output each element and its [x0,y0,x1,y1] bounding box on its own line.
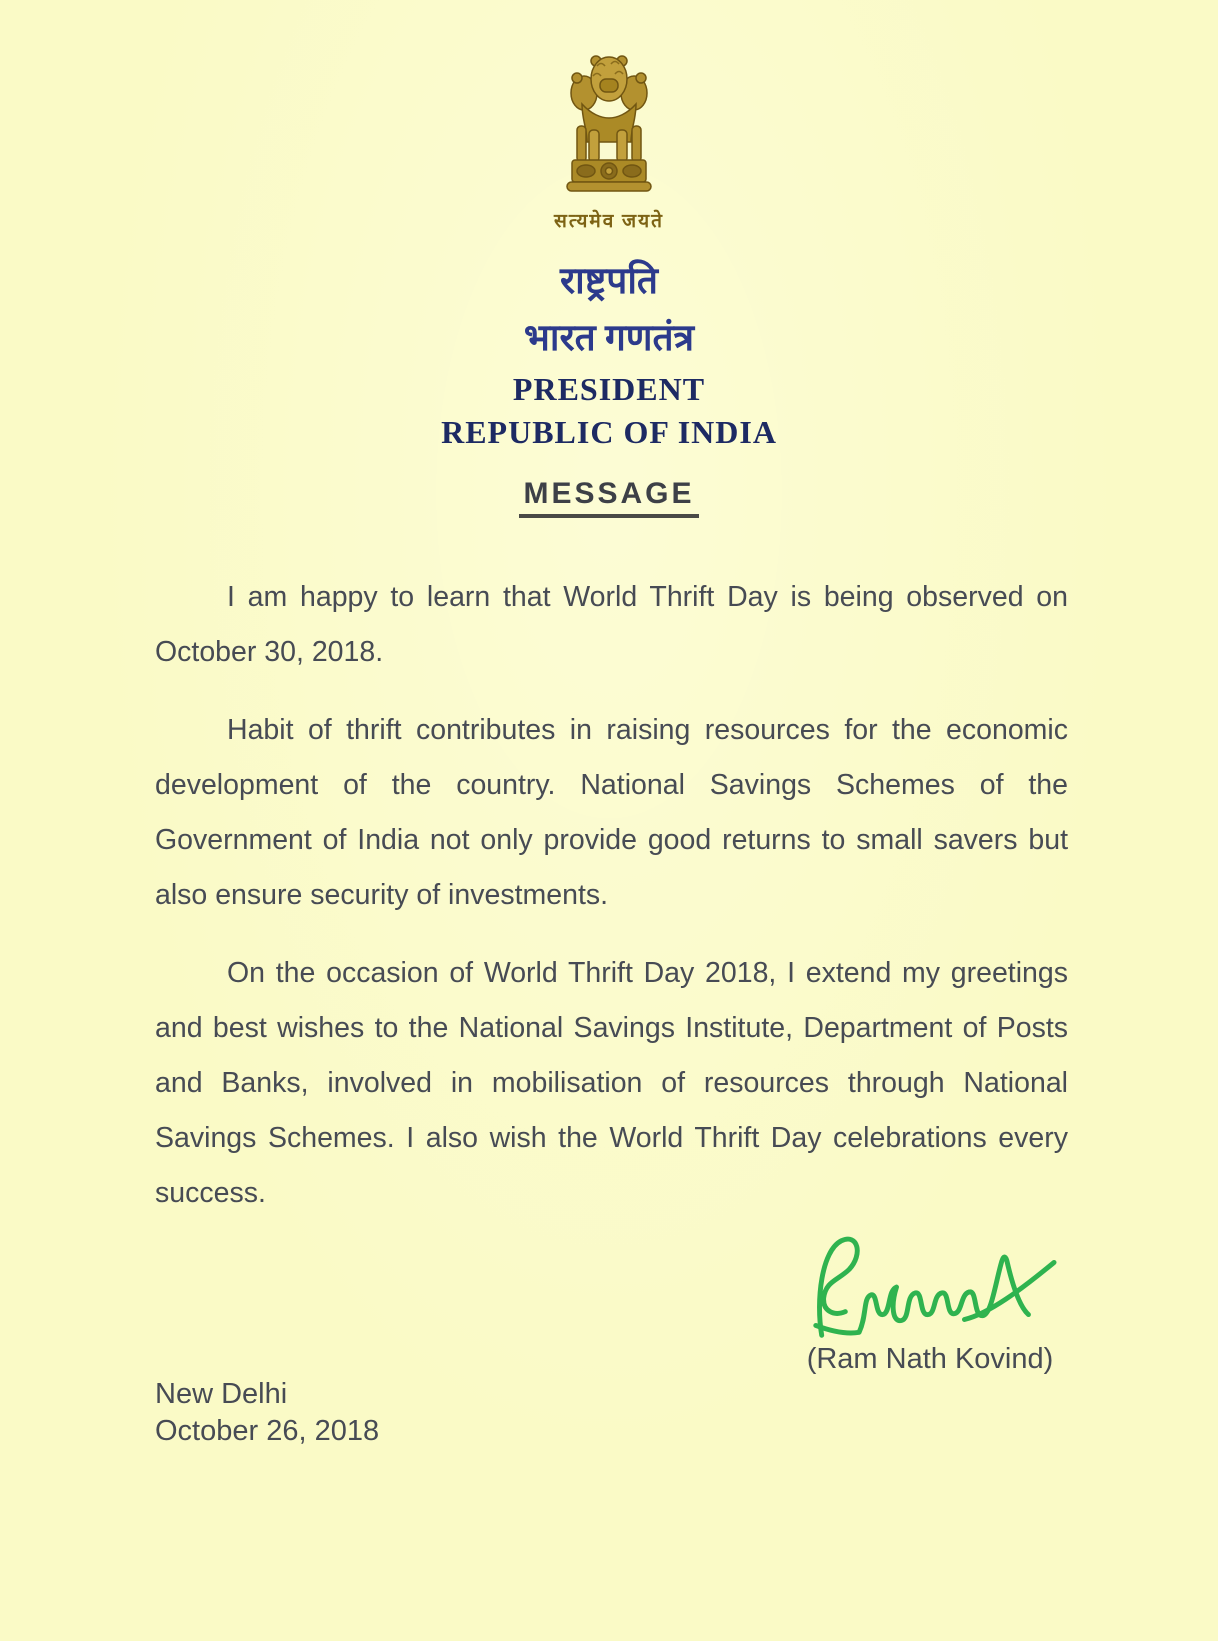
letter-body [155,570,1068,1221]
lion-capital-of-ashoka-icon [553,48,665,203]
letterhead-subtitle-hindi: भारत गणतंत्र [523,318,695,359]
message-heading: MESSAGE [519,477,698,518]
paragraph-3: On the occasion of World Thrift Day 2018, I extend my greetings and best wishes to the National Savings Institute, Department of Posts and Banks, involved in mobilisation of resources through National Savings Schemes. I also wish the World Thrift Day celebrations every success. [155,957,1068,1209]
paragraph-2: Habit of thrift contributes in raising resources for the economic development of the country. National Savings Schemes of the Government of India not only provide good returns to small savers but also ensure security of investments. [155,714,1068,911]
message-heading-row [0,477,1218,518]
paragraph-1: I am happy to learn that World Thrift Day is being observed on October 30, 2018. [155,581,1068,668]
emblem-motto: सत्यमेव जयते [554,211,664,232]
signature-block [790,1225,1070,1376]
signature-ink-icon [790,1225,1070,1353]
signatory-name: (Ram Nath Kovind) [806,1343,1054,1375]
letterhead-title-english: PRESIDENT [512,371,706,407]
letterhead-subtitle-english: REPUBLIC OF INDIA [441,414,777,450]
footer-date: October 26, 2018 [155,1415,380,1447]
emblem-section [0,0,1218,233]
letterhead-title-hindi: राष्ट्रपति [559,261,658,302]
letter-footer [155,1376,1218,1450]
footer-place: New Delhi [155,1378,288,1410]
